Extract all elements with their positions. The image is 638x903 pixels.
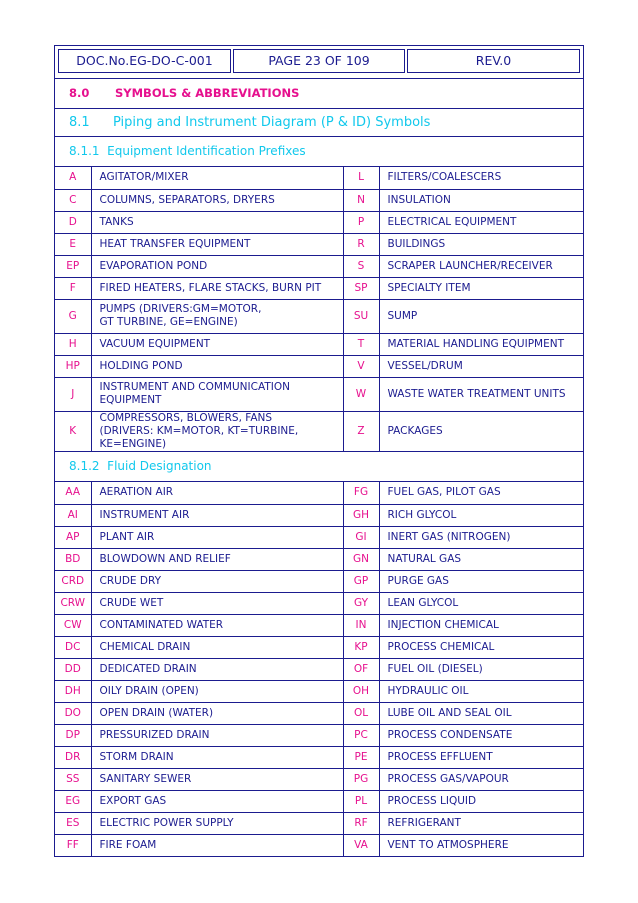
table-row (55, 299, 583, 333)
fluid-description: RICH GLYCOL (379, 504, 583, 526)
prefix-code: G (55, 299, 91, 333)
fluid-description: CRUDE WET (91, 592, 343, 614)
prefix-description: HOLDING POND (91, 355, 343, 377)
prefix-description: PACKAGES (379, 411, 583, 451)
fluid-code: BD (55, 548, 91, 570)
prefix-code: E (55, 233, 91, 255)
fluid-description: INSTRUMENT AIR (91, 504, 343, 526)
prefix-code: Z (343, 411, 379, 451)
fluid-code: CW (55, 614, 91, 636)
section-title: SYMBOLS & ABBREVIATIONS (115, 86, 300, 100)
fluid-description: SANITARY SEWER (91, 768, 343, 790)
prefix-description (91, 411, 343, 451)
doc-number: DOC.No.EG-DO-C-001 (58, 49, 231, 73)
fluid-description: PROCESS GAS/VAPOUR (379, 768, 583, 790)
fluid-description: STORM DRAIN (91, 746, 343, 768)
fluid-code: AI (55, 504, 91, 526)
document-header (55, 46, 583, 79)
description-line: COMPRESSORS, BLOWERS, FANS (99, 411, 273, 424)
equipment-heading-text: 8.1.1 Equipment Identification Prefixes (69, 144, 306, 158)
fluid-code: DR (55, 746, 91, 768)
fluid-description: FIRE FOAM (91, 834, 343, 856)
prefix-description: BUILDINGS (379, 233, 583, 255)
prefix-description: MATERIAL HANDLING EQUIPMENT (379, 333, 583, 355)
fluid-description: PROCESS EFFLUENT (379, 746, 583, 768)
prefix-description: WASTE WATER TREATMENT UNITS (379, 377, 583, 411)
fluid-description: INJECTION CHEMICAL (379, 614, 583, 636)
table-row (55, 812, 583, 834)
fluid-code: DP (55, 724, 91, 746)
prefix-description: VACUUM EQUIPMENT (91, 333, 343, 355)
prefix-description: HEAT TRANSFER EQUIPMENT (91, 233, 343, 255)
prefix-code: K (55, 411, 91, 451)
equipment-heading (55, 137, 583, 167)
table-row (55, 548, 583, 570)
fluid-code: GY (343, 592, 379, 614)
fluid-description: AERATION AIR (91, 482, 343, 504)
description-line: EQUIPMENT (99, 394, 162, 406)
fluid-description: PROCESS CHEMICAL (379, 636, 583, 658)
fluid-code: CRD (55, 570, 91, 592)
prefix-description: INSULATION (379, 189, 583, 211)
prefix-code: SU (343, 299, 379, 333)
fluid-description: CHEMICAL DRAIN (91, 636, 343, 658)
fluid-description: DEDICATED DRAIN (91, 658, 343, 680)
fluid-designation-table (55, 482, 583, 856)
fluid-description: LEAN GLYCOL (379, 592, 583, 614)
subsection-number: 8.1 (69, 115, 90, 130)
prefix-description: EVAPORATION POND (91, 255, 343, 277)
prefix-code: HP (55, 355, 91, 377)
fluid-description: FUEL OIL (DIESEL) (379, 658, 583, 680)
fluid-code: GI (343, 526, 379, 548)
document-page (54, 45, 584, 857)
fluid-code: PC (343, 724, 379, 746)
fluid-code: DC (55, 636, 91, 658)
fluid-code: GP (343, 570, 379, 592)
prefix-code: P (343, 211, 379, 233)
prefix-code: W (343, 377, 379, 411)
fluid-code: KP (343, 636, 379, 658)
table-row (55, 658, 583, 680)
prefix-code: L (343, 167, 379, 189)
table-row (55, 411, 583, 451)
prefix-code: J (55, 377, 91, 411)
description-line: (DRIVERS: KM=MOTOR, KT=TURBINE, KE=ENGINE) (99, 424, 299, 450)
fluid-description: PROCESS LIQUID (379, 790, 583, 812)
fluid-description: PROCESS CONDENSATE (379, 724, 583, 746)
fluid-code: GN (343, 548, 379, 570)
prefix-code: S (343, 255, 379, 277)
fluid-code: ES (55, 812, 91, 834)
table-row (55, 482, 583, 504)
prefix-code: EP (55, 255, 91, 277)
fluid-description: PURGE GAS (379, 570, 583, 592)
page-number: PAGE 23 OF 109 (233, 49, 405, 73)
fluid-description: REFRIGERANT (379, 812, 583, 834)
fluid-code: OL (343, 702, 379, 724)
prefix-code: F (55, 277, 91, 299)
fluid-description: HYDRAULIC OIL (379, 680, 583, 702)
prefix-code: T (343, 333, 379, 355)
fluid-code: VA (343, 834, 379, 856)
table-row (55, 377, 583, 411)
prefix-description: TANKS (91, 211, 343, 233)
prefix-code: R (343, 233, 379, 255)
prefix-code: V (343, 355, 379, 377)
fluid-description: LUBE OIL AND SEAL OIL (379, 702, 583, 724)
prefix-code: N (343, 189, 379, 211)
fluid-description: FUEL GAS, PILOT GAS (379, 482, 583, 504)
fluid-code: FG (343, 482, 379, 504)
table-row (55, 592, 583, 614)
prefix-code: H (55, 333, 91, 355)
prefix-code: D (55, 211, 91, 233)
prefix-description (91, 377, 343, 411)
prefix-description: COLUMNS, SEPARATORS, DRYERS (91, 189, 343, 211)
fluid-code: AA (55, 482, 91, 504)
table-row (55, 255, 583, 277)
fluid-heading-text: 8.1.2 Fluid Designation (69, 459, 212, 473)
description-line: INSTRUMENT AND COMMUNICATION (99, 381, 290, 393)
fluid-description: ELECTRIC POWER SUPPLY (91, 812, 343, 834)
prefix-code: A (55, 167, 91, 189)
fluid-code: EG (55, 790, 91, 812)
subsection-heading (55, 109, 583, 137)
fluid-description: PRESSURIZED DRAIN (91, 724, 343, 746)
table-row (55, 211, 583, 233)
fluid-code: DH (55, 680, 91, 702)
description-line: PUMPS (DRIVERS:GM=MOTOR, (99, 303, 262, 315)
fluid-description: EXPORT GAS (91, 790, 343, 812)
section-heading (55, 78, 583, 109)
fluid-code: PG (343, 768, 379, 790)
prefix-description: SPECIALTY ITEM (379, 277, 583, 299)
fluid-code: IN (343, 614, 379, 636)
prefix-description: ELECTRICAL EQUIPMENT (379, 211, 583, 233)
fluid-code: GH (343, 504, 379, 526)
table-row (55, 504, 583, 526)
fluid-code: AP (55, 526, 91, 548)
prefix-description: FILTERS/COALESCERS (379, 167, 583, 189)
table-row (55, 233, 583, 255)
table-row (55, 277, 583, 299)
fluid-description: BLOWDOWN AND RELIEF (91, 548, 343, 570)
prefix-description: AGITATOR/MIXER (91, 167, 343, 189)
fluid-code: CRW (55, 592, 91, 614)
description-line: GT TURBINE, GE=ENGINE) (99, 316, 238, 328)
table-row (55, 333, 583, 355)
table-row (55, 790, 583, 812)
fluid-description: OPEN DRAIN (WATER) (91, 702, 343, 724)
fluid-code: OH (343, 680, 379, 702)
table-row (55, 526, 583, 548)
fluid-heading (55, 451, 583, 482)
table-row (55, 834, 583, 856)
table-row (55, 189, 583, 211)
prefix-description (91, 299, 343, 333)
prefix-description: VESSEL/DRUM (379, 355, 583, 377)
prefix-description: SUMP (379, 299, 583, 333)
table-row (55, 702, 583, 724)
table-row (55, 746, 583, 768)
fluid-code: FF (55, 834, 91, 856)
fluid-code: DD (55, 658, 91, 680)
revision: REV.0 (407, 49, 580, 73)
prefix-code: SP (343, 277, 379, 299)
fluid-description: NATURAL GAS (379, 548, 583, 570)
equipment-prefix-table (55, 167, 583, 451)
subsection-title: Piping and Instrument Diagram (P & ID) Symbols (113, 115, 431, 130)
fluid-code: DO (55, 702, 91, 724)
table-row (55, 355, 583, 377)
fluid-code: PE (343, 746, 379, 768)
table-row (55, 724, 583, 746)
fluid-code: SS (55, 768, 91, 790)
section-number: 8.0 (69, 86, 90, 100)
prefix-code: C (55, 189, 91, 211)
fluid-description: PLANT AIR (91, 526, 343, 548)
fluid-description: OILY DRAIN (OPEN) (91, 680, 343, 702)
table-row (55, 768, 583, 790)
table-row (55, 167, 583, 189)
table-row (55, 680, 583, 702)
fluid-code: OF (343, 658, 379, 680)
prefix-description: SCRAPER LAUNCHER/RECEIVER (379, 255, 583, 277)
fluid-code: RF (343, 812, 379, 834)
fluid-description: VENT TO ATMOSPHERE (379, 834, 583, 856)
prefix-description: FIRED HEATERS, FLARE STACKS, BURN PIT (91, 277, 343, 299)
table-row (55, 570, 583, 592)
table-row (55, 636, 583, 658)
fluid-description: CRUDE DRY (91, 570, 343, 592)
table-row (55, 614, 583, 636)
fluid-code: PL (343, 790, 379, 812)
fluid-description: CONTAMINATED WATER (91, 614, 343, 636)
fluid-description: INERT GAS (NITROGEN) (379, 526, 583, 548)
